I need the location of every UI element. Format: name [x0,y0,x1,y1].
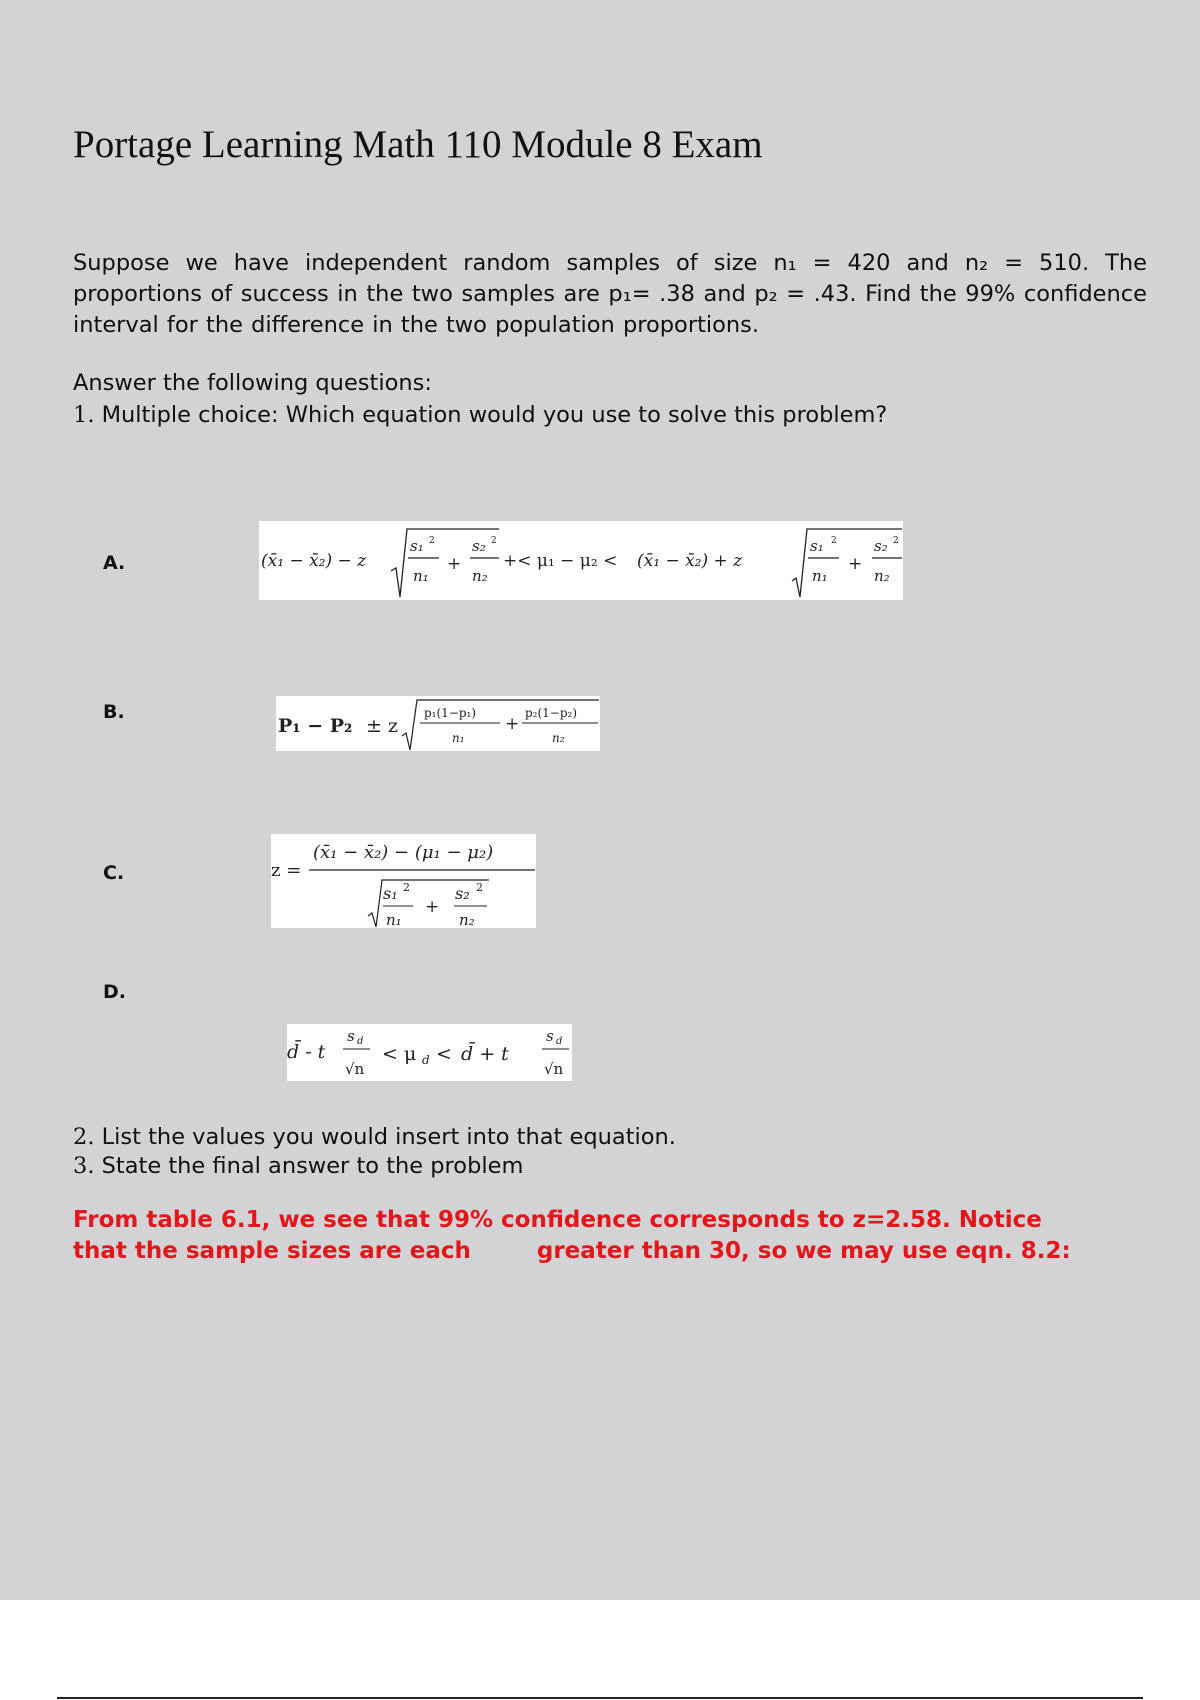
svg-text:+: + [505,714,520,734]
svg-text:(x̄₁ − x̄₂) + z: (x̄₁ − x̄₂) + z [637,551,743,571]
svg-text:d: d [556,1036,563,1047]
svg-text:2: 2 [491,536,497,546]
svg-text:√n: √n [345,1060,365,1078]
svg-text:± z: ± z [366,715,398,737]
option-d-equation [287,1024,572,1081]
svg-text:(x̄₁ − x̄₂) − (μ₁ − μ₂): (x̄₁ − x̄₂) − (μ₁ − μ₂) [313,842,494,863]
answer-line-2b: greater than 30, so we may use eqn. 8.2: [536,1238,1071,1264]
svg-text:2: 2 [476,881,483,894]
svg-text:d̄ + t: d̄ + t [461,1043,509,1065]
answer-line-1: From table 6.1, we see that 99% confidence corresponds to z=2.58. Notice [73,1207,1042,1233]
svg-text:n₁: n₁ [812,567,828,585]
svg-text:2: 2 [429,536,435,546]
svg-text:s₁: s₁ [410,537,424,555]
svg-text:√n: √n [544,1060,564,1078]
svg-text:2: 2 [831,536,837,546]
svg-text:n₁: n₁ [386,911,402,928]
answer-line-2a: that the sample sizes are each [73,1238,471,1264]
svg-text:+: + [848,554,863,574]
svg-text:n₂: n₂ [472,567,488,585]
option-a-formula-graphic [259,521,903,600]
svg-text:n₂: n₂ [552,731,565,745]
svg-text:s: s [347,1027,355,1045]
svg-text:s₂: s₂ [874,537,888,555]
question-3-text: State the final answer to the problem [101,1153,524,1179]
svg-text:p₂(1−p₂): p₂(1−p₂) [525,706,578,720]
svg-text:P₁ − P₂: P₁ − P₂ [278,715,353,737]
option-d-label: D. [103,981,126,1003]
svg-text:s₂: s₂ [472,537,486,555]
page-title: Portage Learning Math 110 Module 8 Exam [73,123,763,166]
svg-text:n₂: n₂ [459,911,475,928]
svg-text:s₁: s₁ [810,537,824,555]
option-b-equation [276,696,600,751]
question-2-text: List the values you would insert into that equation. [101,1124,676,1150]
question-3-number: 3. [73,1153,95,1179]
svg-text:2: 2 [403,881,410,894]
svg-text:s: s [546,1027,554,1045]
page-divider [57,1697,1143,1699]
problem-statement: Suppose we have independent random samples of size n₁ = 420 and n₂ = 510. The proportions of success in the two samples are p₁= .38 and p₂ = .43. Find the 99% confidence interval for the difference in the two population proportions. [73,250,1147,338]
option-b-label: B. [103,701,125,723]
svg-text:< μ: < μ [382,1043,417,1065]
svg-text:d: d [357,1036,364,1047]
svg-text:+: + [447,554,462,574]
svg-text:n₁: n₁ [452,731,465,745]
question-2-number: 2. [73,1124,95,1150]
instructions-text: Answer the following questions: [73,370,432,396]
svg-text:+< μ₁ − μ₂ <: +< μ₁ − μ₂ < [503,551,618,571]
svg-text:2: 2 [893,536,899,546]
svg-text:n₁: n₁ [413,567,429,585]
answer-text [73,1205,1153,1267]
question-3 [73,1152,523,1181]
svg-text:d: d [422,1053,430,1067]
option-a-equation [259,521,903,600]
option-c-equation [271,834,536,928]
question-1 [73,400,887,431]
option-b-formula-graphic [276,696,600,751]
svg-text:s₂: s₂ [455,884,470,903]
question-2 [73,1123,676,1152]
svg-text:+: + [425,897,440,917]
option-c-label: C. [103,862,125,884]
option-c-formula-graphic [271,834,536,928]
question-1-text: Multiple choice: Which equation would you use to solve this problem? [101,402,888,428]
svg-text:d̄ - t: d̄ - t [287,1041,326,1063]
svg-text:n₂: n₂ [874,567,890,585]
svg-text:(x̄₁ − x̄₂) − z: (x̄₁ − x̄₂) − z [261,551,367,571]
svg-text:z =: z = [271,860,302,881]
option-d-formula-graphic [287,1024,572,1081]
question-1-number: 1. [73,402,95,428]
svg-text:s₁: s₁ [383,884,398,903]
svg-text:p₁(1−p₁): p₁(1−p₁) [424,706,477,720]
option-a-label: A. [103,552,126,574]
svg-text:<: < [436,1043,452,1065]
